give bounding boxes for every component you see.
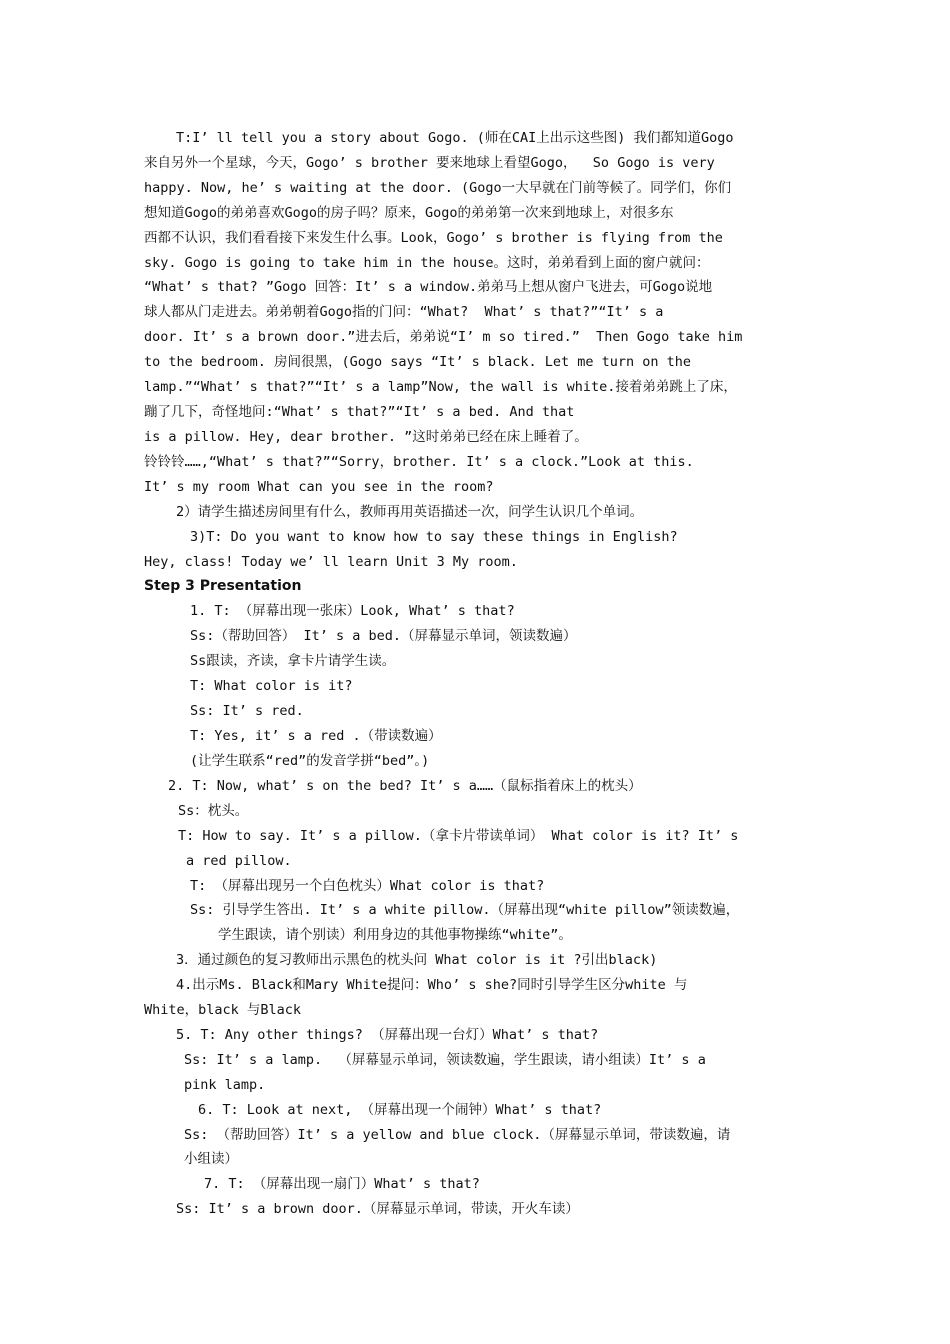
text-line: 5. T: Any other things? （屏幕出现一台灯）What’ s that?	[176, 1027, 599, 1043]
text-line: sky. Gogo is going to take him in the house。这时，弟弟看到上面的窗户就问：	[144, 255, 710, 271]
text-line: 学生跟读，请个别读）利用身边的其他事物操练“white”。	[218, 927, 572, 943]
text-line: 想知道Gogo的弟弟喜欢Gogo的房子吗？原来，Gogo的弟弟第一次来到地球上，对很多东	[144, 205, 674, 221]
text-line: Ss: It’ s a brown door.（屏幕显示单词，带读，开火车读）	[176, 1201, 579, 1217]
text-line: 球人都从门走进去。弟弟朝着Gogo指的门问：“What? What’ s that?”“It’ s a	[144, 304, 664, 320]
text-line: “What’ s that? ”Gogo 回答：It’ s a window.弟弟马上想从窗户飞进去，可Gogo说地	[144, 279, 713, 295]
text-line: Ss:（帮助回答） It’ s a bed.（屏幕显示单词，领读数遍）	[190, 628, 577, 644]
text-line: 1. T: （屏幕出现一张床）Look, What’ s that?	[190, 603, 515, 619]
text-line: 蹦了几下，奇怪地问:“What’ s that?”“It’ s a bed. And that	[144, 404, 575, 420]
text-line: White，black 与Black	[144, 1002, 302, 1018]
text-line: Ss: 引导学生答出. It’ s a white pillow.（屏幕出现“white pillow”领读数遍，	[190, 902, 740, 918]
text-line: Ss: It’ s a lamp. （屏幕显示单词，领读数遍，学生跟读，请小组读）It’ s a	[184, 1052, 706, 1068]
text-line: 4.出示Ms. Black和Mary White提问：Who’ s she?同时引导学生区分white 与	[176, 977, 688, 993]
text-line: 铃铃铃……,“What’ s that?”“Sorry，brother. It’ s a clock.”Look at this.	[144, 454, 694, 470]
text-line: Ss跟读，齐读，拿卡片请学生读。	[190, 653, 396, 669]
text-line: 小组读）	[184, 1151, 238, 1167]
text-line: 来自另外一个星球，今天，Gogo’ s brother 要来地球上看望Gogo， So Gogo is very	[144, 155, 715, 171]
text-line: Ss: It’ s red.	[190, 703, 304, 719]
text-line: 3)T: Do you want to know how to say these things in English?	[190, 529, 678, 545]
text-line: T: How to say. It’ s a pillow.（拿卡片带读单词） What color is it? It’ s	[178, 828, 739, 844]
text-line: a red pillow.	[186, 853, 292, 869]
text-line: 2）请学生描述房间里有什么，教师再用英语描述一次，问学生认识几个单词。	[176, 504, 644, 520]
text-line: It’ s my room What can you see in the room?	[144, 479, 494, 495]
text-line: (让学生联系“red”的发音学拼“bed”。)	[190, 753, 430, 769]
text-line: T: （屏幕出现另一个白色枕头）What color is that?	[190, 878, 545, 894]
section-heading: Step 3 Presentation	[144, 578, 302, 594]
text-line: pink lamp.	[184, 1077, 266, 1093]
text-line: Ss：枕头。	[178, 803, 249, 819]
text-line: door. It’ s a brown door.”进去后，弟弟说“I’ m so tired.” Then Gogo take him	[144, 329, 743, 345]
text-line: 2. T: Now, what’ s on the bed? It’ s a……（鼠标指着床上的枕头）	[168, 778, 642, 794]
text-line: 6. T: Look at next, （屏幕出现一个闹钟）What’ s that?	[198, 1102, 602, 1118]
text-line: to the bedroom. 房间很黑，(Gogo says “It’ s black. Let me turn on the	[144, 354, 692, 370]
text-line: lamp.”“What’ s that?”“It’ s a lamp”Now, the wall is white.接着弟弟跳上了床，	[144, 379, 737, 395]
text-line: 西都不认识，我们看看接下来发生什么事。Look，Gogo’ s brother is flying from the	[144, 230, 723, 246]
text-line: 3．通过颜色的复习教师出示黑色的枕头问 What color is it ?引出black)	[176, 952, 658, 968]
text-line: is a pillow. Hey, dear brother. ”这时弟弟已经在床上睡着了。	[144, 429, 588, 445]
text-line: T: What color is it?	[190, 678, 353, 694]
text-line: Hey, class! Today we’ ll learn Unit 3 My room.	[144, 554, 518, 570]
text-line: 7. T: （屏幕出现一扇门）What’ s that?	[204, 1176, 480, 1192]
text-line: T:I’ ll tell you a story about Gogo. (师在CAI上出示这些图) 我们都知道Gogo	[176, 130, 734, 146]
text-line: happy. Now, he’ s waiting at the door. (Gogo一大早就在门前等候了。同学们，你们	[144, 180, 732, 196]
text-line: Ss: （帮助回答）It’ s a yellow and blue clock.（屏幕显示单词，带读数遍，请	[184, 1127, 731, 1143]
text-line: T: Yes, it’ s a red .（带读数遍）	[190, 728, 442, 744]
